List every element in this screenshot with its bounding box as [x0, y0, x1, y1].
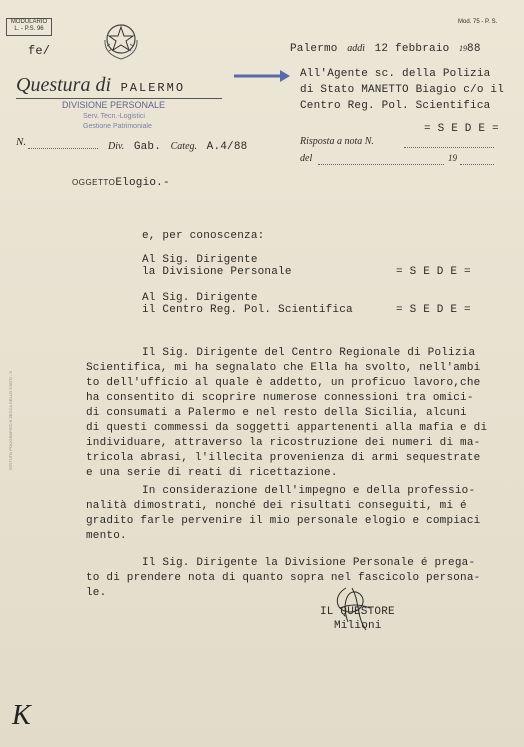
reply-rule [404, 147, 494, 148]
stamp-line-1: Serv. Tecn.-Logistici [83, 113, 145, 120]
heading-rule [16, 98, 222, 99]
pointer-arrow-icon [232, 68, 292, 84]
stamp-line-2: Gestione Patrimoniale [83, 123, 152, 130]
body-paragraph-1 [86, 346, 487, 481]
p1-line-2: Scientifica, mi ha segnalato che Ella ha svolto, nell'ambi [86, 362, 481, 374]
p1-line-6: di questi commessi da soggetti appartenenti alla mafia e di [86, 422, 488, 434]
p1-line-9: e una serie di reati di ricettazione. [86, 467, 338, 479]
printer-line: ISTITUTO POLIGRAFICO E ZECCA DELLO STATO - S [8, 370, 13, 470]
cc-2-line-1: Al Sig. Dirigente [142, 292, 258, 304]
numero-rule [28, 148, 98, 149]
categ-label: Categ. [170, 141, 198, 152]
div-label: Div. [108, 141, 125, 152]
p1-line-7: individuare, attraverso la ricostruzione dei numeri di ma- [86, 437, 481, 449]
modulario-line-2: L. - P.S. 96 [14, 26, 44, 32]
cc-heading: e, per conoscenza: [142, 230, 265, 242]
p1-line-3: to dell'ufficio al quale è addetto, un proficuo lavoro,che [86, 377, 481, 389]
addressee-line-3: Centro Reg. Pol. Scientifica [300, 100, 491, 112]
p1-line-1: Il Sig. Dirigente del Centro Regionale di Polizia [142, 347, 476, 359]
oggetto-line [72, 172, 170, 190]
reply-year: 19 [448, 153, 457, 163]
date-city: Palermo [290, 43, 338, 55]
reply-label: Risposta a nota N. [300, 136, 374, 147]
cc-1-line-1: Al Sig. Dirigente [142, 254, 258, 266]
categ-value: A.4/88 [206, 141, 248, 153]
cc-2-sede: = S E D E = [396, 304, 471, 316]
p3-line-1: Il Sig. Dirigente la Divisione Personale é prega- [142, 557, 476, 569]
addressee-sede: = S E D E = [424, 123, 499, 135]
numero-label: N. [16, 136, 27, 148]
signature-name: Milioni [334, 620, 382, 632]
date-year-suffix: 88 [467, 43, 481, 55]
p3-line-2: to di prendere nota di quanto sopra nel fascicolo persona- [86, 572, 481, 584]
cc-1-sede: = S E D E = [396, 266, 471, 278]
p1-line-4: ha consentito di scoprire numerose connessioni tra omici- [86, 392, 474, 404]
date-addi: addì [347, 43, 365, 54]
signature-title: IL QUESTORE [320, 606, 395, 618]
reply-del-rule [318, 164, 444, 165]
questura-heading [16, 74, 185, 97]
cc-2-line-2: il Centro Reg. Pol. Scientifica [142, 304, 353, 316]
p2-line-1: In considerazione dell'impegno e della professio- [142, 485, 476, 497]
cc-1-line-2: la Divisione Personale [142, 266, 292, 278]
fe-mark: fe/ [28, 44, 51, 58]
reply-year-rule [460, 164, 494, 165]
modulario-box [6, 18, 52, 36]
p3-line-3: le. [86, 587, 107, 599]
date-line [290, 38, 481, 56]
body-paragraph-2 [86, 484, 480, 544]
division-stamp: DIVISIONE PERSONALE [62, 100, 166, 110]
questura-city: PALERMO [120, 81, 186, 95]
body-paragraph-3 [86, 556, 480, 601]
div-categ-line [108, 136, 247, 154]
date-value: 12 febbraio [374, 43, 450, 55]
reply-del-label: del [300, 153, 313, 164]
p1-line-8: tricola abrasi, l'illecita provenienza di armi sequestrate [86, 452, 481, 464]
oggetto-label: OGGETTO [72, 178, 116, 187]
date-year-prefix: 19 [459, 44, 468, 53]
oggetto-value: Elogio.- [115, 177, 170, 189]
addressee-line-1: All'Agente sc. della Polizia [300, 68, 491, 80]
p2-line-2: nalità dimostrati, nonché dei risultati conseguiti, mi é [86, 500, 467, 512]
initial-mark: K [12, 700, 31, 731]
questura-prefix: Questura di [16, 74, 111, 96]
state-emblem-icon [98, 18, 144, 64]
p2-line-3: gradito farle pervenire il mio personale elogio e compiaci [86, 515, 481, 527]
p1-line-5: di consumati a Palermo e nel resto della Sicilia, alcuni [86, 407, 467, 419]
div-value: Gab. [133, 141, 162, 153]
p2-line-4: mento. [86, 530, 127, 542]
modulario-line-1: MODULARIO [10, 19, 48, 25]
addressee-line-2: di Stato MANETTO Biagio c/o il [300, 84, 505, 96]
form-code: Mod. 75 - P. S. [458, 19, 498, 25]
